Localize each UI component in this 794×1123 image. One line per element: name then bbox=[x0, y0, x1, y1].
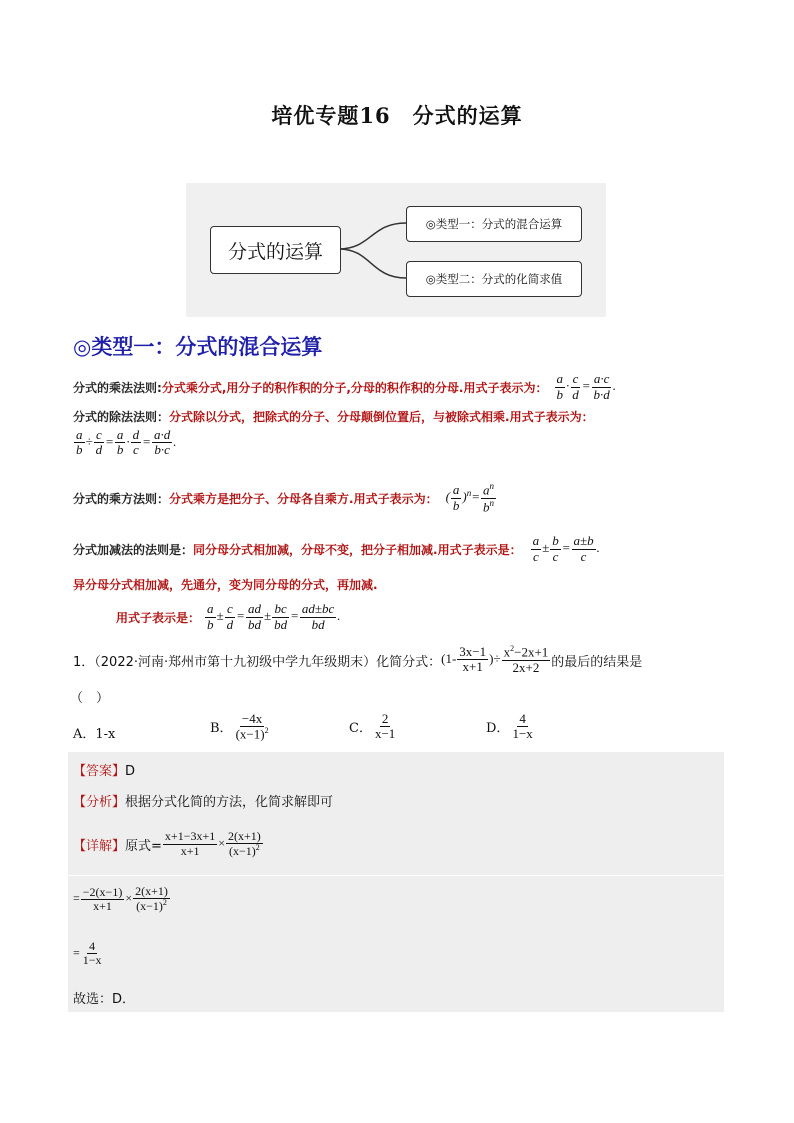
div-label: 分式的除法法则： bbox=[73, 410, 170, 424]
detail-step-3: = $\frac{4}{1-x}$ bbox=[73, 939, 102, 968]
option-b-formula: $\frac{-4x}{(x-1)^2}$ bbox=[235, 711, 269, 742]
q1-blank: （ ） bbox=[70, 691, 110, 706]
option-c-formula: $\frac{2}{x-1}$ bbox=[374, 711, 396, 742]
q1-expression: (1- $\frac{3x-1}{x+1}$ )÷ $\frac{x^2-2x+1}{2x+2}$ bbox=[441, 644, 549, 675]
option-d-formula: $\frac{4}{1-x}$ bbox=[512, 711, 533, 742]
option-c[interactable] bbox=[349, 712, 398, 742]
divider bbox=[68, 875, 724, 876]
option-c-label: C． bbox=[349, 721, 372, 737]
analysis-line bbox=[73, 791, 333, 810]
mult-text: 分式乘分式,用分子的积作积的分子,分母的积作积的分母.用式子表示为： bbox=[161, 380, 548, 395]
mindmap-branch-type1: ◎类型一：分式的混合运算 bbox=[406, 206, 582, 242]
q1-stem-suffix: 的最后的结果是 bbox=[551, 654, 643, 670]
add-text: 同分母分式相加减，分母不变，把分子相加减.用式子表示是： bbox=[193, 542, 522, 557]
pow-formula: ( $\frac{a}{b}$ )$^n$= $\frac{a^n}{b^n}$ bbox=[445, 480, 495, 514]
question-1-stem bbox=[73, 640, 642, 680]
div-text: 分式除以分式，把除式的分子、分母颠倒位置后，与被除式相乘.用式子表示为： bbox=[169, 410, 594, 424]
add-text-3: 用式子表示是： bbox=[116, 610, 201, 625]
option-d-label: D． bbox=[486, 721, 510, 737]
detail-step-2: = $\frac{-2(x-1)}{x+1}$ × $\frac{2(x+1)}{(x-1)^2}$ bbox=[73, 884, 168, 914]
answer-tag: 【答案】 bbox=[73, 764, 126, 779]
page-title: 培优专题16 分式的运算 bbox=[271, 103, 523, 128]
div-formula: $\frac{a}{b}$ ÷ $\frac{c}{d}$ = $\frac{a}{b}$ · $\frac{d}{c}$ = $\frac{a\cdot d}{b\cdot c}$ . bbox=[76, 427, 177, 458]
option-a[interactable]: A．1-x bbox=[73, 727, 116, 742]
mindmap-branch-type2: ◎类型二：分式的化简求值 bbox=[406, 261, 582, 297]
pow-text: 分式乘方是把分子、分母各自乘方.用式子表示为： bbox=[169, 491, 438, 506]
conclusion: 故选：D． bbox=[73, 992, 136, 1007]
pow-label: 分式的乘方法则： bbox=[73, 491, 170, 506]
add-formula-diff-row bbox=[116, 597, 341, 637]
option-d[interactable] bbox=[486, 712, 536, 742]
answer-value: D bbox=[125, 764, 136, 779]
option-b[interactable] bbox=[210, 712, 272, 742]
analysis-tag: 【分析】 bbox=[73, 795, 126, 810]
add-formula-diff: $\frac{a}{b}$ ± $\frac{c}{d}$ = $\frac{ad}{bd}$ ± $\frac{bc}{bd}$ = $\frac{ad\pm bc}{bd}$ . bbox=[207, 601, 341, 632]
detail-line bbox=[73, 822, 264, 866]
analysis-text: 根据分式化简的方法，化简求解即可 bbox=[125, 795, 334, 810]
rule-addition bbox=[73, 529, 600, 569]
detail-text: 原式= bbox=[125, 838, 162, 854]
section-heading-type1: ◎类型一：分式的混合运算 bbox=[73, 335, 323, 359]
detail-tag: 【详解】 bbox=[73, 838, 126, 854]
add-label: 分式加减法的法则是： bbox=[73, 542, 194, 557]
detail-step-1: $\frac{x+1-3x+1}{x+1}$ × $\frac{2(x+1)}{(x-1)^2}$ bbox=[164, 828, 261, 858]
option-b-label: B． bbox=[210, 721, 233, 737]
mult-label: 分式的乘法法则: bbox=[73, 380, 162, 395]
q1-stem-prefix: 1．（2022·河南·郑州市第十九初级中学九年级期末）化简分式： bbox=[73, 654, 442, 670]
rule-division bbox=[73, 408, 594, 425]
answer-line bbox=[73, 760, 135, 779]
mindmap bbox=[186, 183, 606, 317]
rule-power bbox=[73, 478, 497, 518]
mindmap-center-node: 分式的运算 bbox=[210, 226, 341, 274]
mult-formula: $\frac{a}{b}$ · $\frac{c}{d}$ = $\frac{a\cdot c}{b\cdot d}$ . bbox=[556, 371, 617, 402]
add-formula-same: $\frac{a}{c}$ ± $\frac{b}{c}$ = $\frac{a\pm b}{c}$ . bbox=[532, 533, 600, 564]
rule-multiplication bbox=[73, 367, 616, 407]
add-text-2: 异分母分式相加减，先通分，变为同分母的分式，再加减. bbox=[73, 578, 378, 592]
